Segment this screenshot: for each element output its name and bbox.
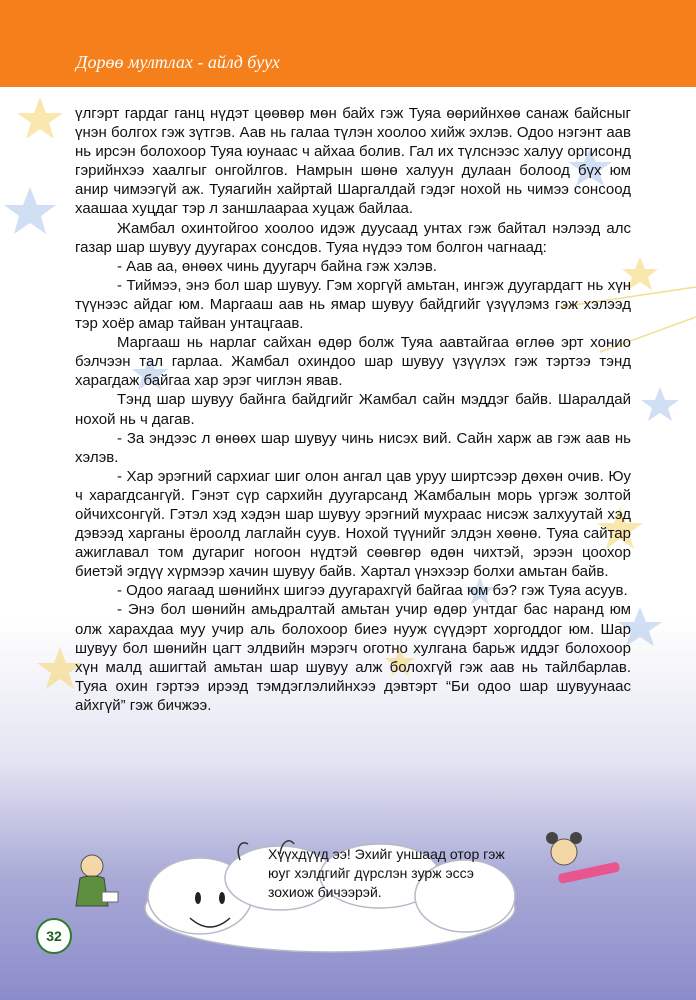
story-paragraph: Жамбал охинтойгоо хоолоо идэж дуусаад унтах гэж байтал нэлээд алс газар шар шувуу дуугарах сонсдов. Туяа нүдээ том болгон чагнаад:	[75, 219, 631, 256]
story-paragraph: - Аав аа, өнөөх чинь дуугарч байна гэж хэлэв.	[117, 257, 437, 275]
star-decoration	[641, 387, 679, 421]
page-header	[0, 0, 696, 87]
story-paragraph: - Одоо яагаад шөнийнх шигээ дуугарахгүй байгаа юм бэ? гэж Туяа асуув.	[117, 582, 628, 600]
cloud-caption: Хүүхдүүд ээ! Эхийг уншаад отор гэж юуг хэлдгийг дүрслэн зурж эссэ зохиож бичээрэй.	[268, 846, 505, 900]
star-decoration	[4, 187, 56, 234]
girl-illustration	[528, 828, 624, 888]
story-paragraph: - Тиймээ, энэ бол шар шувуу. Гэм хоргүй амьтан, ингэж дуугардагт нь хүн түүнээс айдаг юм. Маргааш аав нь ямар шувуу байдгийг үзүүлэмз гэж хэлээд тэр хоёр амар тайван унтацгаав.	[75, 276, 631, 333]
story-paragraph: үлгэрт гардаг ганц нүдэт цөөвөр мөн байх гэж Туяа өөрийнхөө санаж байсныг үнэн болгох гэж зүтгэв. Аав нь галаа түлэн хоолоо хийж эхлэв. Одоо нэгэнт аав нь ирсэн болохоор Туяа юунаас ч айхаа болив. Гал их түлснээс халуу оргисонд гэрийнхээ хаалгыг онгойлгов. Намрын шөнө халуун дулаан болоод бүх юм анир чимээгүй аж. Туяагийн хайртай Шаргалдай гэдэг нохой нь чимээ сонсоод хаашаа хуцдаг тэр л заншлаараа хуцаж байлаа.	[75, 105, 631, 218]
story-paragraph: - Энэ бол шөнийн амьдралтай амьтан учир өдөр унтдаг бас наранд юм олж харахдаа муу учир аль болохоор биеэ нууж сүүдэрт хоргоддог юм. Шар шувуу бол шөнийн цагт элдвийн мэрэгч оготно хулгана барьж иддэг болохоор хүн малд ашигтай амьтан шар шувуу алж болохгүй гэж аав нь тайлбарлав. Туяа охин гэртээ ирээд тэмдэглэлийнхээ дэвтэрт “Би одоо шар шувуунаас айхгүй” гэж бичжээ.	[75, 601, 631, 714]
star-decoration	[17, 97, 63, 139]
story-paragraph: Тэнд шар шувуу байнга байдгийг Жамбал сайн мэддэг байв. Шаралдай нохой нь ч дагав.	[75, 391, 631, 428]
story-paragraph: - Хар эрэгний сархиаг шиг олон ангал цав уруу ширтсээр дөхөн очив. Юу ч харагдсангүй. Гэнэт сүр сархийн дуугарсанд Жамбалын морь үргэж золтой ойчихсонгүй. Гэтэл хэд хэдэн шар шувуу эрэгний мухраас нисэж залхуутай хэд дэвээд харганы ёроолд лаглайн суув. Нохой түүнийг элдэн хөөнө. Туяа сайтар ажиглавал том дугариг ногоон нүдтэй сөөвгөр өдөн чихтэй, эрээн цоохор биетэй эгдүү хүрмээр хачин шувуу байв. Хартал үнэхээр болхи амьтан байв.	[75, 467, 631, 581]
story-paragraph: Маргааш нь нарлаг сайхан өдөр болж Туяа аавтайгаа өглөө эрт хонио бэлчээн тал гарлаа. Жамбал охиндоо шар шувуу үзүүлэх гэж тэртээ тэнд харагдаж байгаа хар эрэг чиглэн явав.	[75, 334, 631, 390]
page-number: 32	[36, 918, 72, 954]
story-text	[75, 104, 631, 715]
story-paragraph: - За эндээс л өнөөх шар шувуу чинь нисэх вий. Сайн харж ав гэж аав нь хэлэв.	[75, 429, 631, 466]
child-illustration	[66, 848, 124, 912]
header-title: Дорөө мултлах - айлд буух	[76, 52, 280, 72]
